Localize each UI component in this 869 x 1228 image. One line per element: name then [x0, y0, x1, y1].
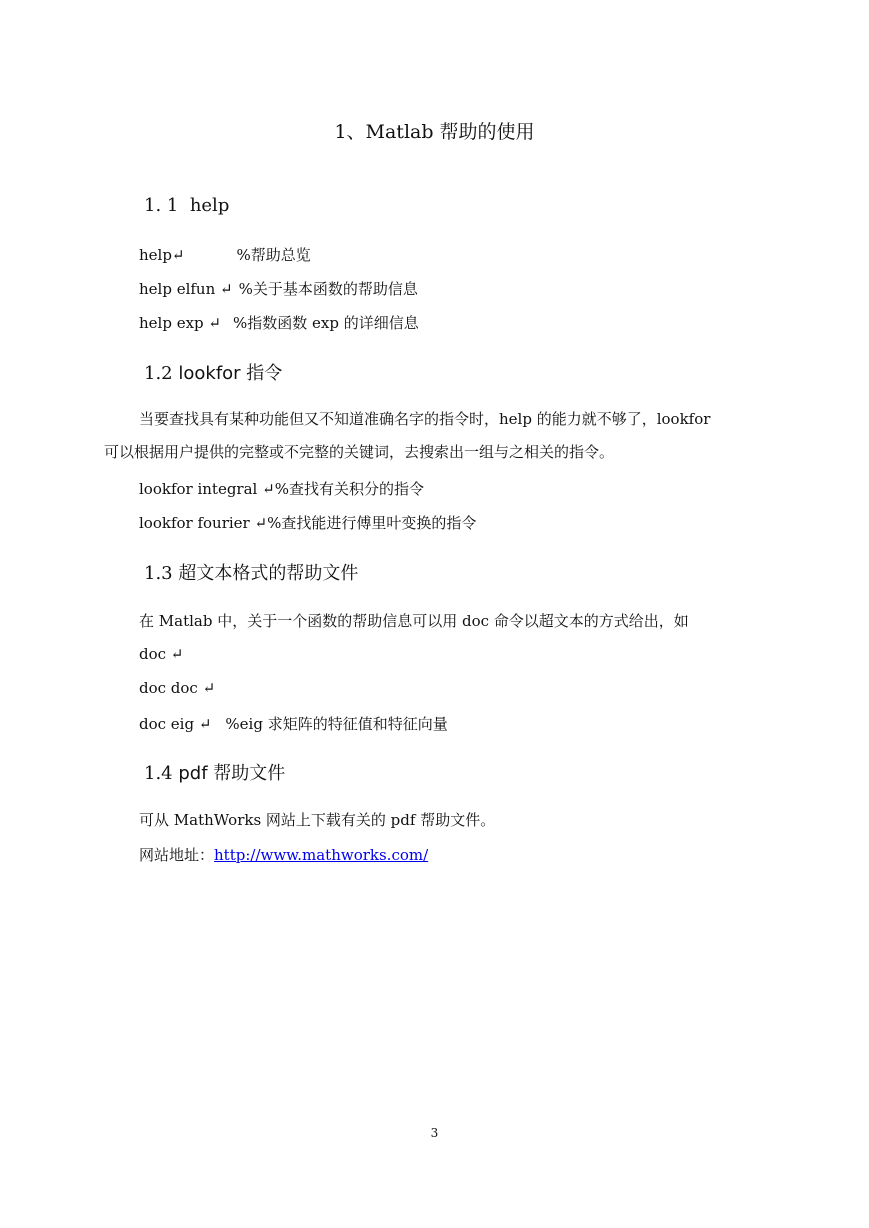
heading-number: 1.4 [144, 763, 173, 784]
code-line [139, 312, 419, 333]
section-heading-help [144, 195, 229, 216]
code-line [139, 244, 311, 265]
code-line [139, 478, 424, 499]
paragraph-lookfor [104, 403, 768, 469]
heading-number: 1.3 [144, 563, 173, 584]
command-text: lookfor fourier ↵ [139, 514, 268, 532]
section-heading-lookfor [144, 359, 282, 385]
paragraph-pdf: 可从 MathWorks 网站上下载有关的 pdf 帮助文件。 [139, 811, 496, 829]
command-text: help↵ [139, 246, 185, 264]
heading-number: 1.2 [144, 363, 173, 384]
command-text: help elfun ↵ [139, 280, 233, 298]
command-text: doc eig ↵ [139, 715, 212, 733]
comment-text: %指数函数 exp 的详细信息 [232, 314, 419, 332]
command-text: lookfor integral ↵ [139, 480, 275, 498]
code-line [139, 645, 183, 663]
heading-text: help [189, 195, 230, 216]
website-line [139, 844, 428, 865]
code-line [139, 679, 215, 697]
comment-text: %eig 求矩阵的特征值和特征向量 [225, 715, 448, 733]
comment-text: %帮助总览 [236, 246, 311, 264]
heading-text: 超文本格式的帮助文件 [178, 563, 359, 584]
mathworks-link[interactable]: http://www.mathworks.com/ [214, 846, 429, 864]
heading-number: 1. 1 [144, 195, 179, 216]
comment-text: %查找有关积分的指令 [274, 480, 424, 498]
website-label: 网站地址： [139, 846, 215, 864]
code-line [139, 713, 448, 734]
comment-text: %查找能进行傅里叶变换的指令 [267, 514, 477, 532]
paragraph-line: 可以根据用户提供的完整或不完整的关键词，去搜索出一组与之相关的指令。 [104, 443, 615, 461]
command-text: help exp ↵ [139, 314, 221, 332]
document-title: 1、Matlab 帮助的使用 [334, 121, 535, 143]
code-line [139, 278, 418, 299]
command-text: doc doc ↵ [139, 679, 216, 697]
heading-text: pdf 帮助文件 [178, 763, 286, 784]
heading-text: lookfor 指令 [178, 363, 283, 384]
paragraph-doc: 在 Matlab 中，关于一个函数的帮助信息可以用 doc 命令以超文本的方式给出，如 [139, 612, 689, 630]
section-heading-hypertext [144, 559, 358, 585]
comment-text: %关于基本函数的帮助信息 [238, 280, 418, 298]
section-heading-pdf [144, 759, 285, 785]
code-line [139, 512, 476, 533]
command-text: doc ↵ [139, 645, 184, 663]
paragraph-line: 当要查找具有某种功能但又不知道准确名字的指令时，help 的能力就不够了，lookfor [139, 410, 711, 428]
page-number: 3 [430, 1126, 439, 1140]
